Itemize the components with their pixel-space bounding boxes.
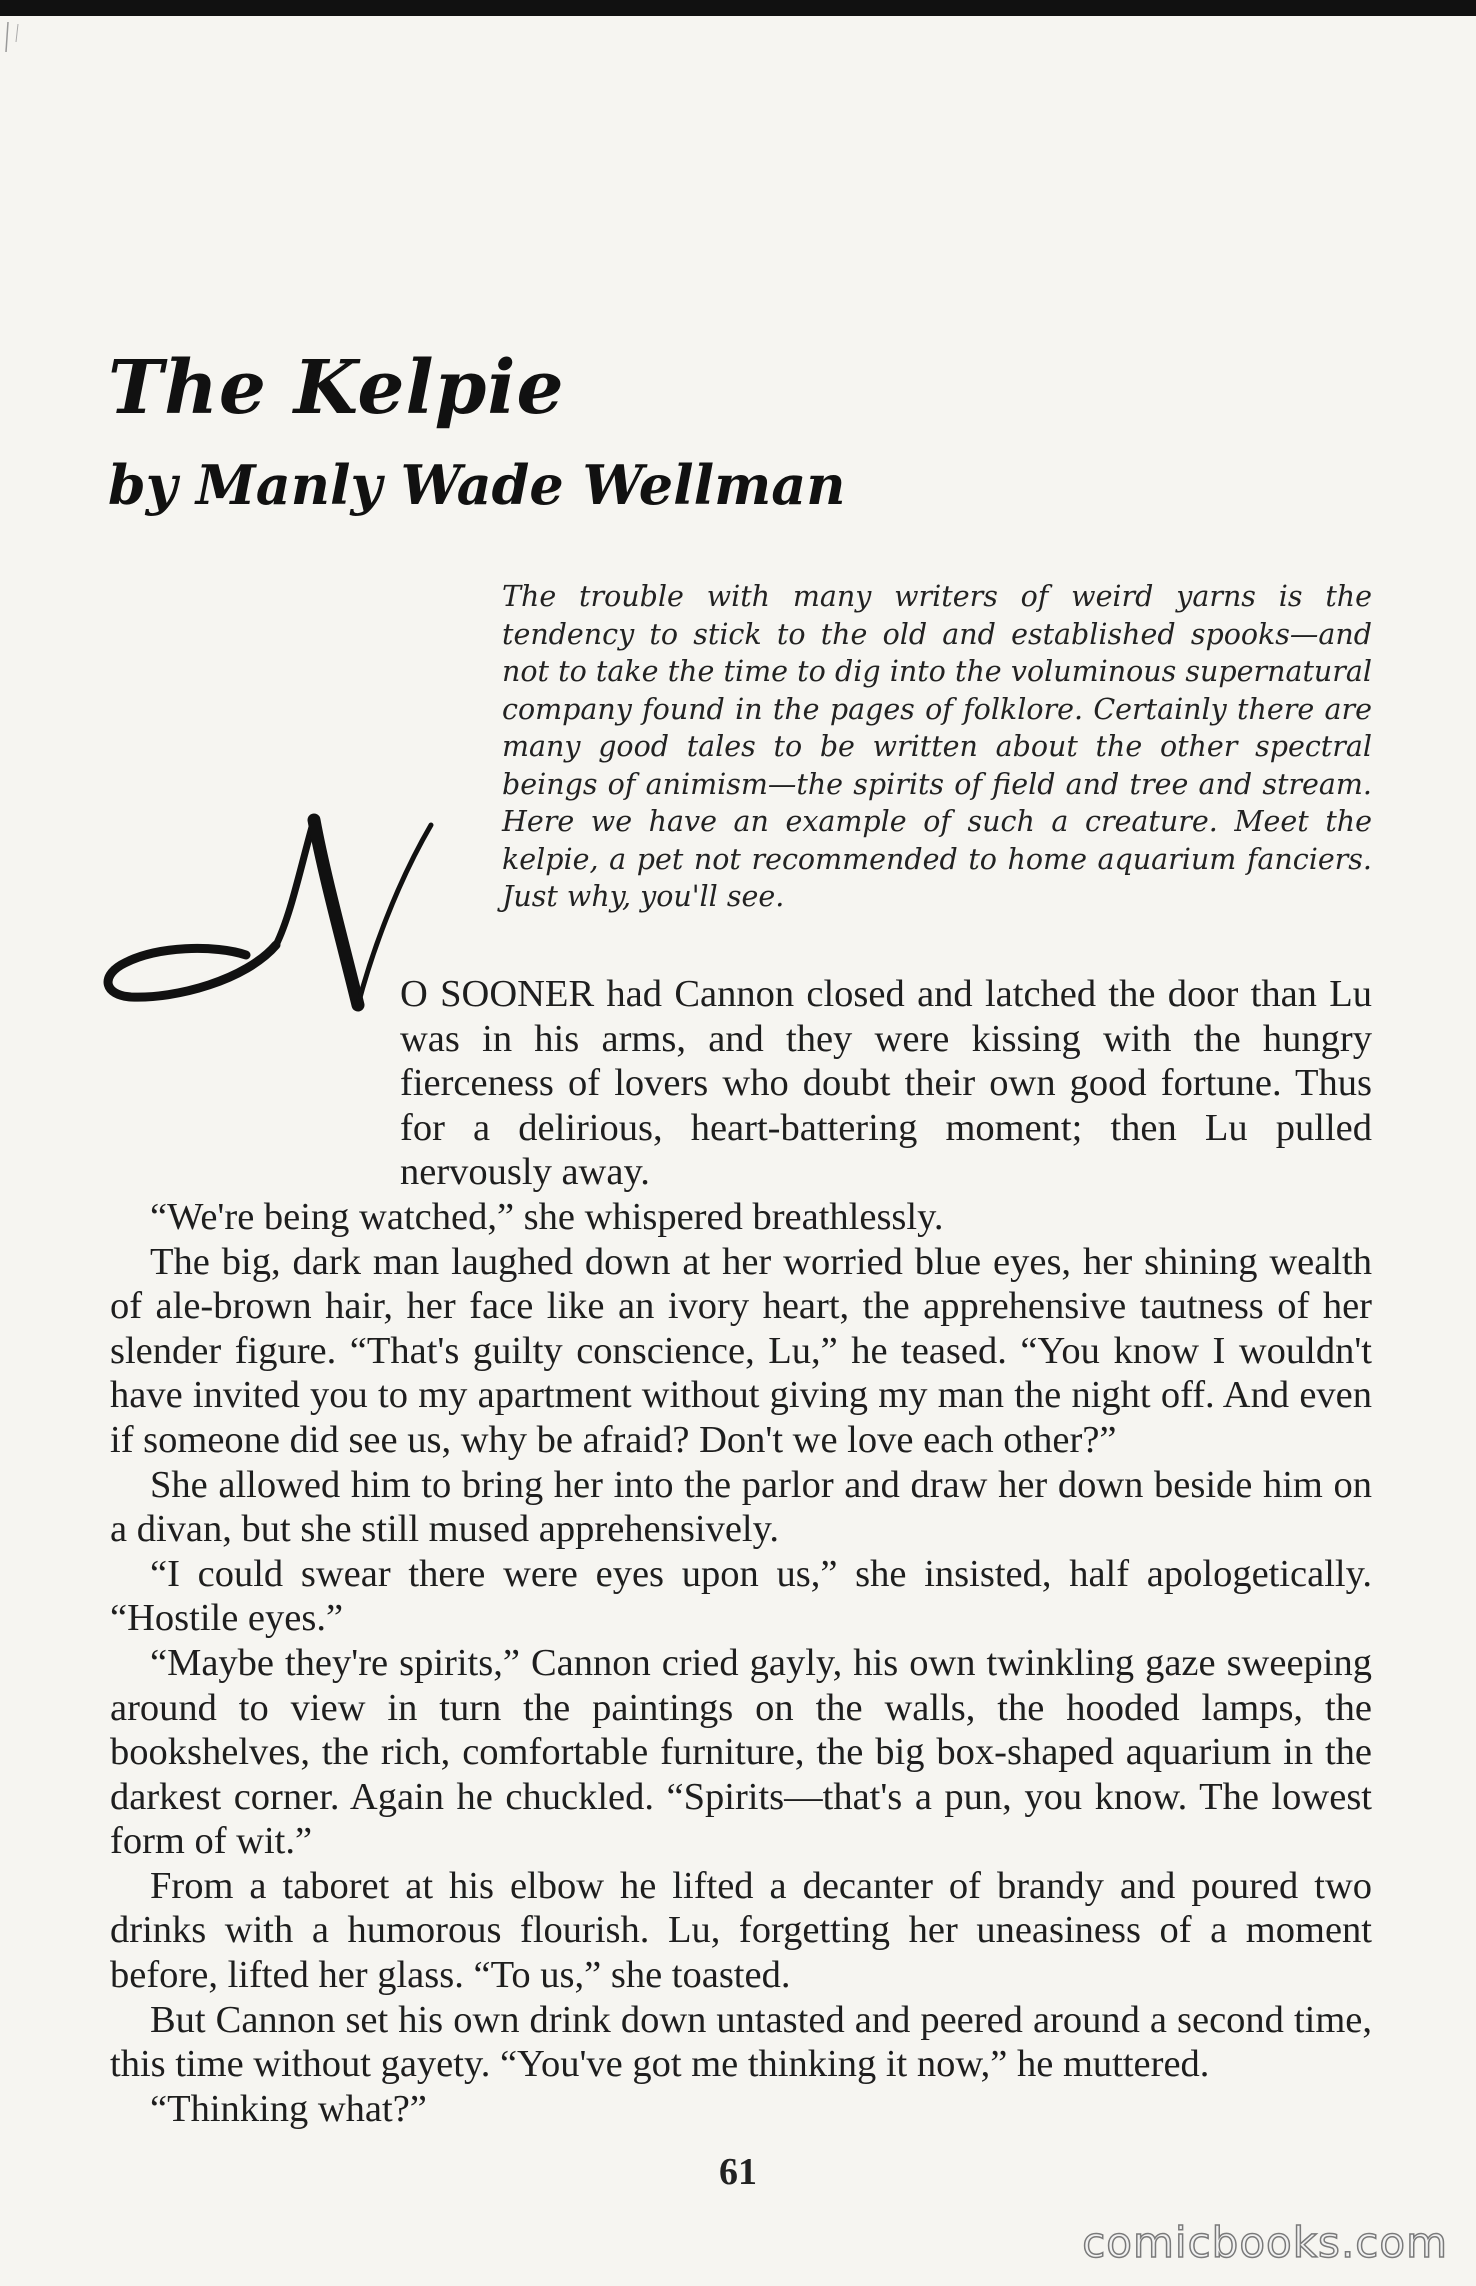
paragraph: The big, dark man laughed down at her worried blue eyes, her shining wealth of ale-brown hair, her face like an ivory heart, the apprehensive tautness of her slender figure. “That's guilty conscience, Lu,” he teased. “You know I wouldn't have invited you to my apartment without giving my man the night off. And even if someone did see us, why be afraid? Don't we love each other?” <box>110 1240 1372 1461</box>
paragraph: “Maybe they're spirits,” Cannon cried gayly, his own twinkling gaze sweeping around to view in turn the paintings on the walls, the hooded lamps, the bookshelves, the rich, comfortable furniture, the big box-shaped aquarium in the darkest corner. Again he chuckled. “Spirits—that's a pun, you know. The lowest form of wit.” <box>110 1641 1372 1863</box>
paragraph: “Thinking what?” <box>150 2087 427 2130</box>
paragraph: But Cannon set his own drink down untasted and peered around a second time, this time without gayety. “You've got me thinking it now,” he muttered. <box>110 1998 1372 2086</box>
paragraph: O SOONER had Cannon closed and latched the door than Lu was in his arms, and they were kissing with the hungry fierceness of lovers who doubt their own good fortune. Thus for a delirious, heart-battering moment; then Lu pulled nervously away. <box>400 973 1372 1194</box>
story-title: The Kelpie <box>108 345 565 431</box>
scan-specks <box>0 18 40 58</box>
paragraph: “We're being watched,” she whispered breathlessly. <box>150 1195 944 1238</box>
story-body <box>110 972 1372 2131</box>
story-byline: by Manly Wade Wellman <box>108 453 846 517</box>
paragraph: From a taboret at his elbow he lifted a decanter of brandy and poured two drinks with a humorous flourish. Lu, forgetting her uneasiness of a moment before, lifted her glass. “To us,” she toasted. <box>110 1864 1372 1997</box>
paragraph: She allowed him to bring her into the parlor and draw her down beside him on a divan, but she still mused apprehensively. <box>110 1463 1372 1551</box>
top-border-rule <box>0 0 1476 16</box>
watermark: comicbooks.com <box>1082 2218 1448 2267</box>
page-number: 61 <box>719 2151 757 2193</box>
intro-blurb: The trouble with many writers of weird yarns is the tendency to stick to the old and established spooks—and not to take the time to dig into the voluminous supernatural company found in the pages of folklore. Certainly there are many good tales to be written about the other spectral beings of animism—the spirits of field and tree and stream. Here we have an example of such a creature. Meet the kelpie, a pet not recommended to home aquarium fanciers. Just why, you'll see. <box>502 580 1372 913</box>
paragraph: “I could swear there were eyes upon us,” she insisted, half apologetically. “Hostile eyes.” <box>110 1552 1372 1640</box>
